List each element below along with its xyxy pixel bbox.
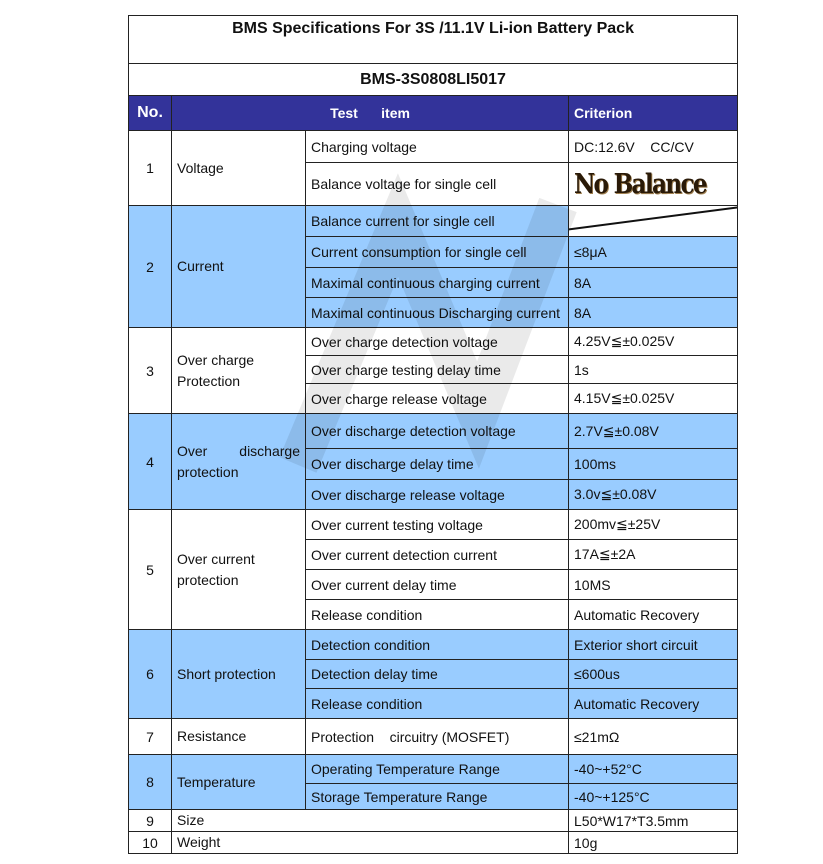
test-item: Over discharge delay time — [306, 449, 569, 480]
criterion-value: 1s — [569, 356, 738, 384]
table-row — [129, 510, 738, 540]
criterion-value: Automatic Recovery — [569, 600, 738, 630]
row-number: 7 — [129, 719, 172, 755]
criterion-value: 8A — [569, 268, 738, 298]
test-item: Detection condition — [306, 630, 569, 660]
criterion-value: 100ms — [569, 449, 738, 480]
criterion-value: 8A — [569, 298, 738, 328]
table-row — [129, 414, 738, 449]
row-number: 5 — [129, 510, 172, 630]
test-category: Over current protection — [172, 510, 306, 630]
criterion-value: ≤8μA — [569, 237, 738, 268]
test-item: Over charge release voltage — [306, 384, 569, 414]
row-number: 6 — [129, 630, 172, 719]
test-item: Over current detection current — [306, 540, 569, 570]
criterion-value: -40~+52°C — [569, 755, 738, 784]
test-item: Balance voltage for single cell — [306, 163, 569, 206]
test-item: Over discharge release voltage — [306, 480, 569, 510]
criterion-value: 2.7V≦±0.08V — [569, 414, 738, 449]
criterion-value: 10g — [569, 832, 738, 854]
test-item: Maximal continuous Discharging current — [306, 298, 569, 328]
criterion-value: 4.15V≦±0.025V — [569, 384, 738, 414]
test-item: Maximal continuous charging current — [306, 268, 569, 298]
test-item: Charging voltage — [306, 131, 569, 163]
row-number: 2 — [129, 206, 172, 328]
test-item: Current consumption for single cell — [306, 237, 569, 268]
test-item: Detection delay time — [306, 660, 569, 689]
test-item: Protection circuitry (MOSFET) — [306, 719, 569, 755]
criterion-value: 4.25V≦±0.025V — [569, 328, 738, 356]
spec-table — [128, 15, 738, 854]
test-category: Short protection — [172, 630, 306, 719]
criterion-value: 3.0v≦±0.08V — [569, 480, 738, 510]
test-item: Over current testing voltage — [306, 510, 569, 540]
test-item: Release condition — [306, 600, 569, 630]
criterion-value — [569, 163, 738, 206]
criterion-value: 17A≦±2A — [569, 540, 738, 570]
table-row — [129, 206, 738, 237]
table-row — [129, 810, 738, 832]
criterion-value: ≤600us — [569, 660, 738, 689]
spec-sheet — [128, 15, 737, 854]
table-row — [129, 131, 738, 163]
row-number: 10 — [129, 832, 172, 854]
criterion-value: 10MS — [569, 570, 738, 600]
table-row — [129, 755, 738, 784]
header-test-item: Test item — [172, 96, 569, 131]
row-number: 3 — [129, 328, 172, 414]
test-item: Balance current for single cell — [306, 206, 569, 237]
criterion-value: DC:12.6V CC/CV — [569, 131, 738, 163]
test-category: Resistance — [172, 719, 306, 755]
table-row — [129, 832, 738, 854]
test-item: Release condition — [306, 689, 569, 719]
criterion-value: Automatic Recovery — [569, 689, 738, 719]
test-category: Temperature — [172, 755, 306, 810]
test-category: Current — [172, 206, 306, 328]
test-item: Over discharge detection voltage — [306, 414, 569, 449]
criterion-value: 200mv≦±25V — [569, 510, 738, 540]
no-balance-stamp: No Balance — [574, 168, 706, 200]
test-category: Over discharge protection — [172, 414, 306, 510]
row-number: 4 — [129, 414, 172, 510]
criterion-value: -40~+125°C — [569, 784, 738, 810]
row-number: 9 — [129, 810, 172, 832]
test-category: Size — [172, 810, 569, 832]
table-row — [129, 630, 738, 660]
table-row — [129, 328, 738, 356]
header-criterion: Criterion — [569, 96, 738, 131]
table-row — [129, 719, 738, 755]
test-item: Over charge detection voltage — [306, 328, 569, 356]
test-category: Weight — [172, 832, 569, 854]
test-item: Over current delay time — [306, 570, 569, 600]
test-item: Over charge testing delay time — [306, 356, 569, 384]
row-number: 1 — [129, 131, 172, 206]
criterion-value: ≤21mΩ — [569, 719, 738, 755]
model-number: BMS-3S0808LI5017 — [129, 64, 738, 96]
criterion-not-applicable — [569, 206, 738, 237]
criterion-value: Exterior short circuit — [569, 630, 738, 660]
test-category: Voltage — [172, 131, 306, 206]
document-title: BMS Specifications For 3S /11.1V Li-ion Battery Pack — [129, 16, 738, 64]
header-no: No. — [129, 96, 172, 131]
row-number: 8 — [129, 755, 172, 810]
criterion-value: L50*W17*T3.5mm — [569, 810, 738, 832]
test-category: Over charge Protection — [172, 328, 306, 414]
diagonal-strike — [569, 206, 737, 236]
test-item: Storage Temperature Range — [306, 784, 569, 810]
test-item: Operating Temperature Range — [306, 755, 569, 784]
